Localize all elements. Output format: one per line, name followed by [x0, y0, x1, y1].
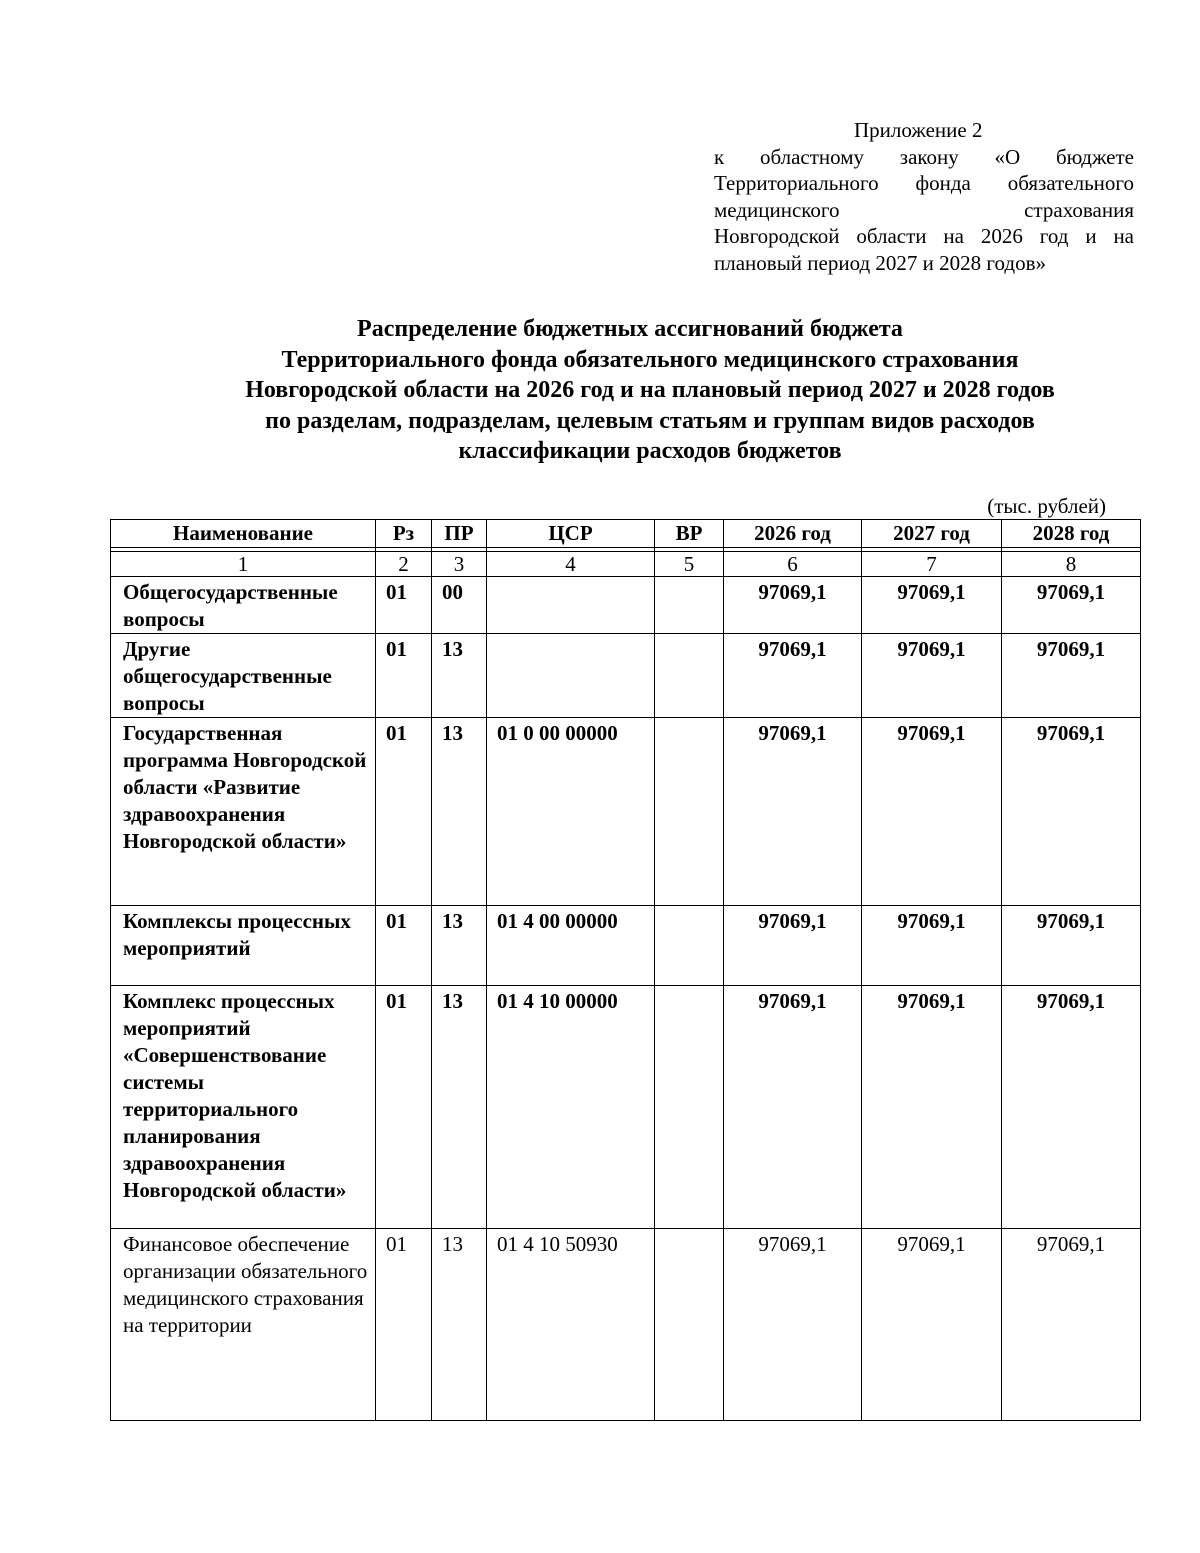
row-2026: 97069,1 [724, 634, 862, 718]
row-csr: 01 0 00 00000 [487, 718, 655, 906]
row-name: Общегосударственные вопросы [111, 577, 376, 634]
appendix-line: плановый период 2027 и 2028 годов» [714, 250, 1046, 275]
column-header-2026: 2026 год [724, 520, 862, 548]
row-2027: 97069,1 [862, 1229, 1002, 1421]
title-line: Новгородской области на 2026 год и на плановый период 2027 и 2028 годов [245, 377, 1055, 403]
table-row [111, 986, 1141, 1229]
row-2026: 97069,1 [724, 1229, 862, 1421]
row-2027: 97069,1 [862, 718, 1002, 906]
row-2028: 97069,1 [1002, 986, 1141, 1229]
row-pr: 13 [432, 986, 487, 1229]
row-2028: 97069,1 [1002, 718, 1141, 906]
column-header-rz: Рз [376, 520, 432, 548]
title-line: по разделам, подразделам, целевым статьям и группам видов расходов [265, 407, 1035, 434]
table-row [111, 906, 1141, 986]
row-rz: 01 [376, 718, 432, 906]
column-number: 5 [655, 552, 724, 577]
table-row [111, 718, 1141, 906]
column-number: 4 [487, 552, 655, 577]
row-2028: 97069,1 [1002, 577, 1141, 634]
title-line: Распределение бюджетных ассигнований бюджета [357, 316, 903, 342]
row-vr [655, 1229, 724, 1421]
column-number: 1 [111, 552, 376, 577]
row-vr [655, 986, 724, 1229]
appendix-line: к областному закону «О бюджете [714, 144, 1134, 169]
column-header-name: Наименование [111, 520, 376, 548]
column-header-vr: ВР [655, 520, 724, 548]
units-label: (тыс. рублей) [987, 494, 1106, 518]
title-line: Территориального фонда обязательного медицинского страхования [281, 346, 1019, 373]
row-rz: 01 [376, 577, 432, 634]
row-pr: 13 [432, 718, 487, 906]
column-header-csr: ЦСР [487, 520, 655, 548]
row-2028: 97069,1 [1002, 906, 1141, 986]
appendix-line: Новгородской области на 2026 год и на [714, 224, 1134, 248]
table-body [111, 548, 1141, 1421]
row-rz: 01 [376, 1229, 432, 1421]
row-vr [655, 634, 724, 718]
row-rz: 01 [376, 906, 432, 986]
row-2026: 97069,1 [724, 906, 862, 986]
appendix-note [714, 117, 1134, 276]
row-csr: 01 4 10 00000 [487, 986, 655, 1229]
column-header-2028: 2028 год [1002, 520, 1141, 548]
header-row [111, 520, 1141, 548]
row-csr [487, 634, 655, 718]
row-csr: 01 4 00 00000 [487, 906, 655, 986]
column-number: 6 [724, 552, 862, 577]
column-number: 8 [1002, 552, 1141, 577]
row-2028: 97069,1 [1002, 1229, 1141, 1421]
row-vr [655, 906, 724, 986]
appendix-line: Территориального фонда обязательного [714, 171, 1134, 195]
table-row [111, 1229, 1141, 1421]
row-2028: 97069,1 [1002, 634, 1141, 718]
row-vr [655, 577, 724, 634]
table-row [111, 577, 1141, 634]
column-number-row [111, 552, 1141, 577]
row-2026: 97069,1 [724, 577, 862, 634]
row-name: Комплексы процессных мероприятий [111, 906, 376, 986]
row-2026: 97069,1 [724, 718, 862, 906]
document-title [100, 314, 1200, 467]
row-name: Государственная программа Новгородской области «Развитие здравоохранения Новгородской области» [111, 718, 376, 906]
row-name: Финансовое обеспечение организации обязательного медицинского страхования на территории [111, 1229, 376, 1421]
row-pr: 13 [432, 634, 487, 718]
row-2027: 97069,1 [862, 577, 1002, 634]
row-pr: 13 [432, 1229, 487, 1421]
table-row [111, 634, 1141, 718]
row-2026: 97069,1 [724, 986, 862, 1229]
appendix-line: медицинского страхования [714, 197, 1134, 222]
title-line: классификации расходов бюджетов [458, 438, 842, 464]
row-csr [487, 577, 655, 634]
appendix-heading: Приложение 2 [854, 118, 983, 142]
row-2027: 97069,1 [862, 634, 1002, 718]
row-csr: 01 4 10 50930 [487, 1229, 655, 1421]
row-rz: 01 [376, 634, 432, 718]
row-name: Другие общегосударственные вопросы [111, 634, 376, 718]
row-2027: 97069,1 [862, 986, 1002, 1229]
column-number: 2 [376, 552, 432, 577]
column-number: 3 [432, 552, 487, 577]
column-number: 7 [862, 552, 1002, 577]
row-vr [655, 718, 724, 906]
column-header-2027: 2027 год [862, 520, 1002, 548]
row-rz: 01 [376, 986, 432, 1229]
row-name: Комплекс процессных мероприятий «Совершенствование системы территориального планирования здравоохранения Новгородской области» [111, 986, 376, 1229]
budget-table [110, 519, 1141, 1421]
row-pr: 13 [432, 906, 487, 986]
row-pr: 00 [432, 577, 487, 634]
row-2027: 97069,1 [862, 906, 1002, 986]
column-header-pr: ПР [432, 520, 487, 548]
